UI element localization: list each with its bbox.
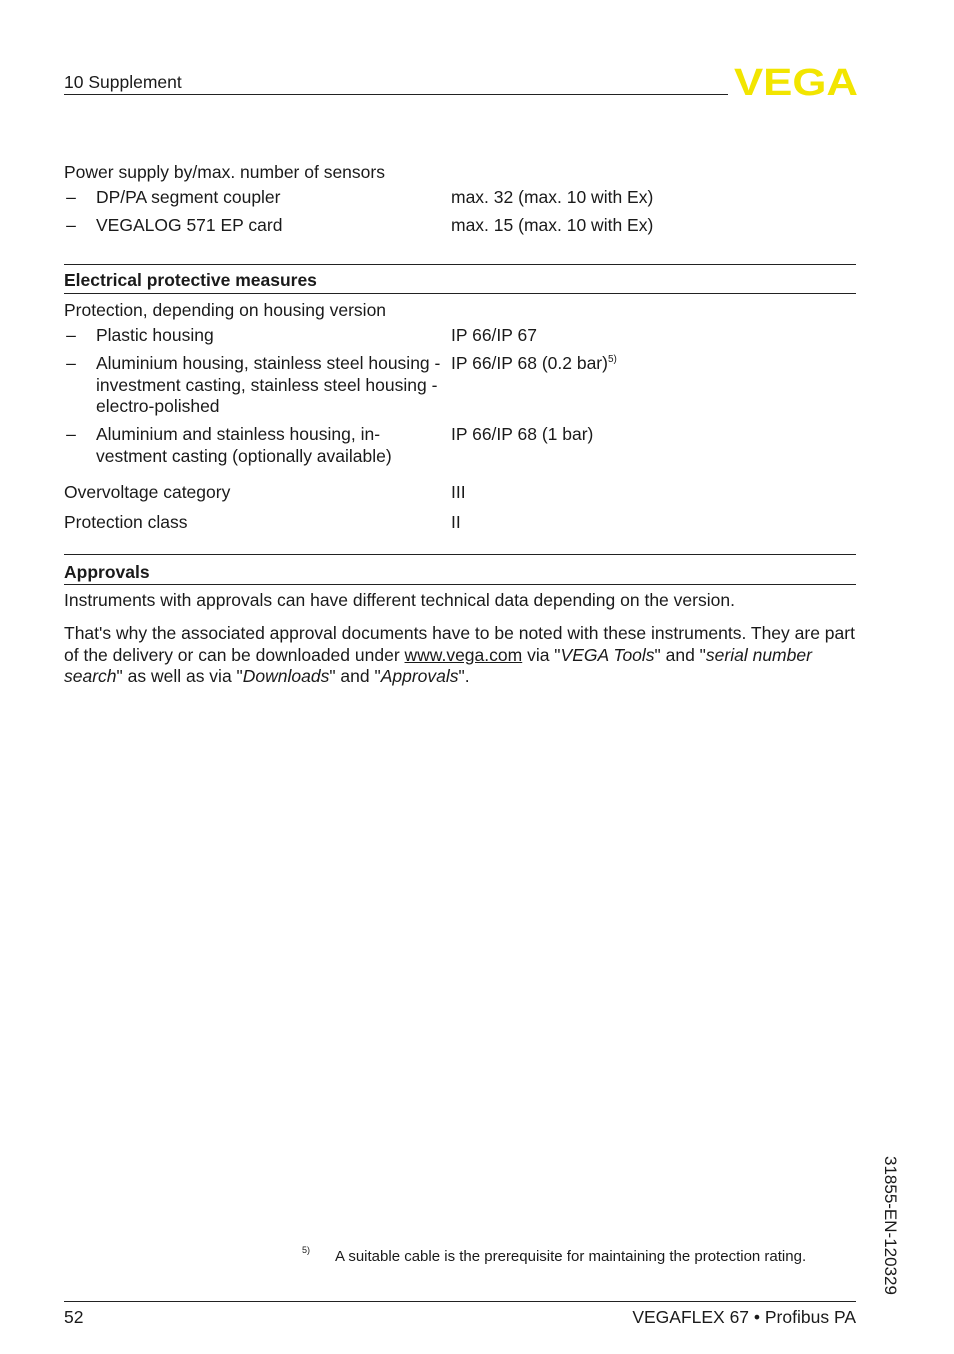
dash: –: [66, 215, 76, 235]
section-rule-top: [64, 554, 856, 555]
section-rule-bottom: [64, 293, 856, 294]
section-rule-top: [64, 264, 856, 265]
approvals-heading: Approvals: [64, 562, 150, 582]
footnote-text: A suitable cable is the prerequisite for maintaining the protection rating.: [335, 1248, 807, 1265]
vega-logo: [734, 64, 858, 98]
page-number: 52: [64, 1307, 84, 1327]
electrical-heading: Electrical protective measures: [64, 270, 317, 290]
approvals-paragraph-1: Instruments with approvals can have different technical data depending on the version.: [64, 590, 735, 610]
item-value: max. 32 (max. 10 with Ex): [451, 187, 654, 207]
logo-text: VEGA: [734, 64, 858, 98]
item-label: DP/PA segment coupler: [96, 187, 281, 207]
dash: –: [66, 187, 76, 207]
dash: –: [66, 424, 76, 444]
protection-class-value: II: [451, 512, 461, 532]
header-rule: [64, 94, 728, 95]
item-label: Aluminium and stainless housing, in- vestment casting (optionally available): [96, 424, 392, 466]
item-label: VEGALOG 571 EP card: [96, 215, 283, 235]
footer-rule: [64, 1301, 856, 1302]
dash: –: [66, 325, 76, 345]
overvoltage-value: III: [451, 482, 466, 502]
document-code: 31855-EN-120329: [881, 1156, 900, 1295]
section-title: 10 Supplement: [64, 72, 182, 92]
item-value: IP 66/IP 68 (0.2 bar)$^{5)}$: [451, 353, 617, 373]
overvoltage-label: Overvoltage category: [64, 482, 231, 502]
approvals-paragraph-2: That's why the associated approval documents have to be noted with these instruments. They are part of the delivery or can be downloaded under www.vega.com via "VEGA Tools" and "serial number search" as well as via "Downloads" and "Approvals".: [64, 623, 855, 686]
product-name: VEGAFLEX 67 • Profibus PA: [632, 1307, 856, 1327]
footnote-mark: 5): [302, 1245, 311, 1255]
protection-class-label: Protection class: [64, 512, 188, 532]
item-label: Aluminium housing, stainless steel housing - investment casting, stainless steel housing - electro-polished: [96, 353, 441, 416]
item-value: IP 66/IP 68 (1 bar): [451, 424, 594, 444]
footnote-ref: 5): [607, 354, 617, 366]
item-value: IP 66/IP 67: [451, 325, 537, 345]
section-rule-bottom: [64, 584, 856, 585]
vega-link[interactable]: www.vega.com: [404, 644, 523, 665]
item-label: Plastic housing: [96, 325, 214, 345]
item-value: max. 15 (max. 10 with Ex): [451, 215, 654, 235]
dash: –: [66, 353, 76, 373]
